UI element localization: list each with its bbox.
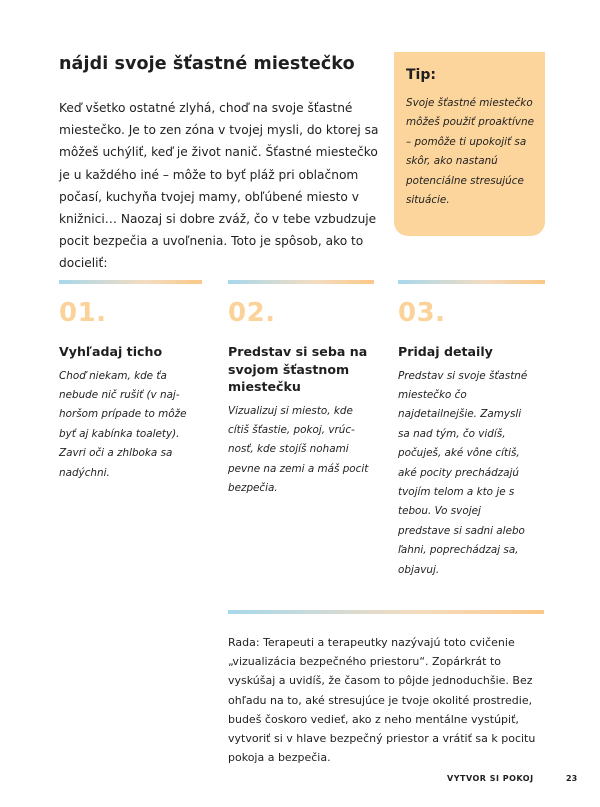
- intro-paragraph: Keď všetko ostatné zlyhá, choď na svoje šťastné miestečko. Je to zen zóna v tvojej mysli, do ktorej sa môžeš uchýliť, keď je život nanič. Šťastné miestečko je u každého iné – môže to byť pláž pri oblačnom počasí, kuchyňa tvojej mamy, obľúbené miesto v knižnici… Naozaj si dobre zváž, čo v tebe vzbudzuje pocit bezpečia a uvoľnenia. Toto je spôsob, ako to docieliť:: [59, 101, 379, 271]
- divider-step-1: [59, 280, 202, 284]
- advice-note: Rada: Terapeuti a terapeutky nazývajú toto cvičenie „vizualizácia bezpečného priestoru“. Zopárkrát to vyskúšaj a uvidíš, že časom to pôjde jednoduchšie. Bez ohľadu na to, aké stresujúce je tvoje okolité prostredie, budeš čoskoro vedieť, ako z neho mentálne vystúpiť, vytvoriť si v hlave bezpečný priestor a vrátiť sa k pocitu pokoja a bezpečia.: [228, 636, 536, 765]
- step-3: [398, 298, 534, 580]
- divider-step-3: [398, 280, 545, 284]
- step-title: Pridaj detaily: [398, 344, 493, 359]
- page-title: nájdi svoje šťastné miestečko: [59, 54, 355, 74]
- tip-title: Tip:: [406, 67, 436, 83]
- footer-section-label: VYTVOR SI POKOJ: [447, 774, 534, 783]
- step-text: Predstav si svoje šťastné miestečko čo najdetailnejšie. Zamysli sa nad tým, čo vidíš, počuješ, aké vône cítiš, aké pocity prechádzajú tvojím telom a kto je s tebou. Vo svojej predstave si sadni alebo ľahni, poprechádzaj sa, objavuj.: [398, 369, 528, 576]
- step-title: Vyhľadaj ticho: [59, 344, 163, 359]
- step-text: Choď niekam, kde ťa nebude nič rušiť (v najhoršom prípade to môže byť aj kabínka toalety). Zavri oči a zhlboka sa nadýchni.: [59, 369, 187, 479]
- step-number: 03.: [398, 298, 446, 328]
- tip-text: Svoje šťastné miestečko môžeš použiť proaktívne – pomôže ti upokojiť sa skôr, ako nastanú potenciálne stresujúce situácie.: [406, 97, 534, 207]
- step-text: Vizualizuj si miesto, kde cítiš šťastie, pokoj, vrúcnosť, kde stojíš nohami pevne na zemi a máš pocit bezpečia.: [228, 404, 369, 495]
- page-number: 23: [566, 774, 578, 783]
- step-number: 02.: [228, 298, 276, 328]
- step-1: [59, 298, 195, 483]
- step-number: 01.: [59, 298, 107, 328]
- divider-step-2: [228, 280, 374, 284]
- divider-note: [228, 610, 544, 614]
- step-2: [228, 298, 374, 499]
- step-title: Predstav si seba na svojom šťastnom miestečku: [228, 344, 368, 394]
- tip-box: [394, 52, 545, 236]
